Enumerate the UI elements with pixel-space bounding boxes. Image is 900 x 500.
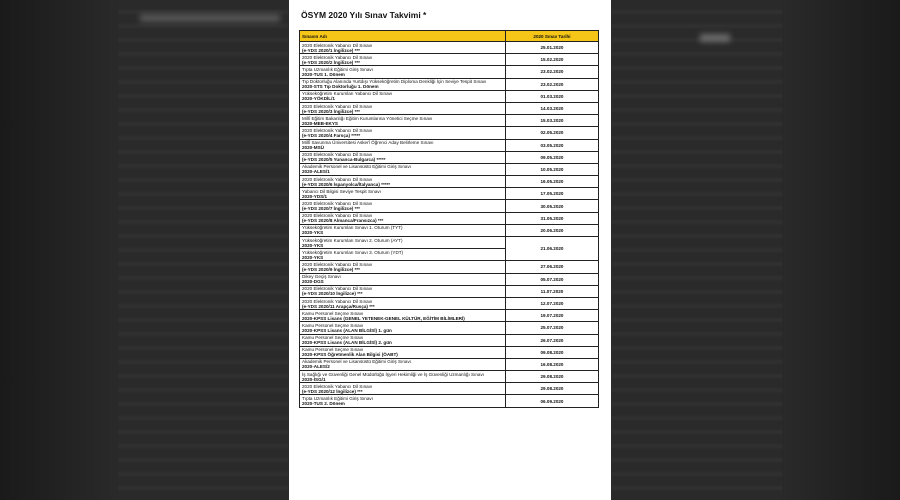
exam-name: Millî Eğitim Bakanlığı Eğitim Kurumlarına Yönetici Seçme Sınavı bbox=[302, 115, 433, 121]
exam-date-cell: 15.03.2020 bbox=[506, 115, 599, 127]
table-row bbox=[300, 273, 599, 285]
exam-name: Kamu Personel Seçme Sınavı bbox=[302, 347, 364, 353]
exam-code: (e-YDS 2020/10 İngilizce) *** bbox=[302, 291, 363, 297]
exam-code: 2020-YKS bbox=[302, 242, 324, 248]
exam-date-cell: 29.08.2020 bbox=[506, 371, 599, 383]
exam-name: Yükseköğretim Kurumları Yabancı Dil Sınavı bbox=[302, 91, 393, 97]
exam-code: (e-YDS 2020/6 İspanyolca/İtalyanca) ***** bbox=[302, 181, 391, 187]
exam-code: (e-YDS 2020/5 Yunanca-Bulgarca) ***** bbox=[302, 157, 386, 163]
exam-date-cell: 14.03.2020 bbox=[506, 102, 599, 114]
table-row bbox=[300, 285, 599, 297]
exam-name: 2020 Elektronik Yabancı Dil Sınavı bbox=[302, 152, 373, 158]
table-row bbox=[300, 212, 599, 224]
table-row bbox=[300, 237, 599, 249]
exam-name: Yükseköğretim Kurumları Sınavı 2. Oturum (AYT) bbox=[302, 237, 403, 243]
exam-name-cell bbox=[300, 66, 506, 78]
exam-name-cell bbox=[300, 115, 506, 127]
exam-name: Yabancı Dil Bilgisi Seviye Tespit Sınavı bbox=[302, 188, 381, 194]
exam-code: 2020-KPSS Öğretmenlik Alan Bilgisi (ÖABT) bbox=[302, 352, 398, 358]
table-row bbox=[300, 176, 599, 188]
table-row bbox=[300, 102, 599, 114]
table-row bbox=[300, 139, 599, 151]
exam-code: 2020-YDS/1 bbox=[302, 193, 328, 199]
exam-name: 2020 Elektronik Yabancı Dil Sınavı bbox=[302, 201, 373, 207]
document-title: ÖSYM 2020 Yılı Sınav Takvimi * bbox=[301, 10, 427, 20]
table-row bbox=[300, 151, 599, 163]
exam-name-cell bbox=[300, 346, 506, 358]
exam-code: (e-YDS 2020/3 İngilizce) *** bbox=[302, 108, 360, 114]
table-body bbox=[300, 42, 599, 408]
exam-name-cell bbox=[300, 395, 506, 407]
table-row bbox=[300, 127, 599, 139]
table-row bbox=[300, 297, 599, 309]
exam-name-cell bbox=[300, 249, 506, 261]
table-row bbox=[300, 371, 599, 383]
table-row bbox=[300, 66, 599, 78]
exam-name-cell bbox=[300, 383, 506, 395]
exam-date-cell: 25.07.2020 bbox=[506, 322, 599, 334]
column-header-exam-date: 2020 Sınav Tarihi bbox=[506, 31, 599, 42]
table-row bbox=[300, 90, 599, 102]
table-row bbox=[300, 188, 599, 200]
exam-code: 2020-DGS bbox=[302, 279, 324, 285]
exam-code: 2020-KPSS Lisans (GENEL YETENEK-GENEL KÜLTÜR, EĞİTİM BİLİMLERİ) bbox=[302, 315, 465, 321]
exam-code: 2020-YKS bbox=[302, 230, 324, 236]
exam-date-cell: 20.06.2020 bbox=[506, 224, 599, 236]
table-row bbox=[300, 261, 599, 273]
exam-code: 2020-TUS 2. Dönem bbox=[302, 401, 345, 407]
exam-name: 2020 Elektronik Yabancı Dil Sınavı bbox=[302, 103, 373, 109]
exam-date-cell: 17.05.2020 bbox=[506, 188, 599, 200]
exam-name: Kamu Personel Seçme Sınavı bbox=[302, 322, 364, 328]
exam-name-cell bbox=[300, 297, 506, 309]
exam-name: Tıpta Uzmanlık Eğitimi Giriş Sınavı bbox=[302, 66, 373, 72]
exam-name: Kamu Personel Seçme Sınavı bbox=[302, 335, 364, 341]
exam-date-cell: 16.05.2020 bbox=[506, 176, 599, 188]
exam-name-cell bbox=[300, 163, 506, 175]
exam-name: Yükseköğretim Kurumları Sınavı 1. Oturum (TYT) bbox=[302, 225, 403, 231]
exam-date-cell: 27.06.2020 bbox=[506, 261, 599, 273]
exam-code: 2020-YÖKDİL/1 bbox=[302, 96, 335, 102]
table-row bbox=[300, 200, 599, 212]
exam-code: (e-YDS 2020/9 İngilizce) *** bbox=[302, 266, 360, 272]
exam-date-cell: 15.02.2020 bbox=[506, 54, 599, 66]
exam-name: 2020 Elektronik Yabancı Dil Sınavı bbox=[302, 261, 373, 267]
exam-date-cell: 21.06.2020 bbox=[506, 237, 599, 261]
table-header-row bbox=[300, 31, 599, 42]
exam-name: 2020 Elektronik Yabancı Dil Sınavı bbox=[302, 42, 373, 48]
exam-name-cell bbox=[300, 285, 506, 297]
exam-name-cell bbox=[300, 212, 506, 224]
table-row bbox=[300, 346, 599, 358]
exam-calendar-document bbox=[289, 0, 611, 500]
exam-name: 2020 Elektronik Yabancı Dil Sınavı bbox=[302, 213, 373, 219]
exam-name-cell bbox=[300, 322, 506, 334]
exam-date-cell: 10.05.2020 bbox=[506, 163, 599, 175]
exam-name-cell bbox=[300, 273, 506, 285]
exam-name: Dikey Geçiş Sınavı bbox=[302, 274, 341, 280]
exam-name-cell bbox=[300, 310, 506, 322]
table-row bbox=[300, 334, 599, 346]
exam-name: Tıpta Uzmanlık Eğitimi Giriş Sınavı bbox=[302, 396, 373, 402]
exam-name: 2020 Elektronik Yabancı Dil Sınavı bbox=[302, 286, 373, 292]
exam-date-cell: 16.08.2020 bbox=[506, 358, 599, 370]
exam-code: (e-YDS 2020/11 Arapça/Rusça) *** bbox=[302, 303, 375, 309]
exam-code: (e-YDS 2020/4 Farsça) ***** bbox=[302, 132, 361, 138]
exam-name: İş Sağlığı ve Güvenliği Genel Müdürlüğü İşyeri Hekimliği ve İş Güvenliği Uzmanlığı Sınavı bbox=[302, 371, 485, 377]
blurred-background-right bbox=[612, 0, 782, 500]
exam-schedule-table bbox=[299, 30, 599, 408]
exam-name: 2020 Elektronik Yabancı Dil Sınavı bbox=[302, 298, 373, 304]
exam-date-cell: 03.05.2020 bbox=[506, 139, 599, 151]
exam-code: (e-YDS 2020/8 Almanca/Fransızca) *** bbox=[302, 218, 384, 224]
exam-name-cell bbox=[300, 371, 506, 383]
blurred-background-left bbox=[118, 0, 288, 500]
exam-date-cell: 25.01.2020 bbox=[506, 42, 599, 54]
exam-date-cell: 26.07.2020 bbox=[506, 334, 599, 346]
exam-name: Akademik Personel ve Lisansüstü Eğitimi Giriş Sınavı bbox=[302, 164, 412, 170]
exam-name-cell bbox=[300, 224, 506, 236]
exam-name-cell bbox=[300, 358, 506, 370]
exam-name-cell bbox=[300, 200, 506, 212]
exam-name-cell bbox=[300, 151, 506, 163]
exam-date-cell: 29.08.2020 bbox=[506, 383, 599, 395]
table-row bbox=[300, 224, 599, 236]
table-row bbox=[300, 358, 599, 370]
exam-date-cell: 02.05.2020 bbox=[506, 127, 599, 139]
exam-name-cell bbox=[300, 54, 506, 66]
exam-code: 2020-KPSS Lisans (ALAN BİLGİSİ) 1. gün bbox=[302, 327, 392, 333]
exam-code: 2020-TUS 1. Dönem bbox=[302, 71, 345, 77]
exam-name-cell bbox=[300, 78, 506, 90]
exam-date-cell: 30.05.2020 bbox=[506, 200, 599, 212]
exam-code: (e-YDS 2020/2 İngilizce) *** bbox=[302, 59, 360, 65]
exam-date-cell: 23.02.2020 bbox=[506, 66, 599, 78]
exam-code: (e-YDS 2020/7 İngilizce) *** bbox=[302, 206, 360, 212]
table-row bbox=[300, 163, 599, 175]
exam-date-cell: 31.05.2020 bbox=[506, 212, 599, 224]
exam-date-cell: 05.07.2020 bbox=[506, 273, 599, 285]
exam-code: 2020-STS Tıp Doktorluğu 1. Dönem bbox=[302, 84, 379, 90]
blurred-header-right bbox=[700, 34, 730, 42]
exam-name: 2020 Elektronik Yabancı Dil Sınavı bbox=[302, 127, 373, 133]
table-row bbox=[300, 383, 599, 395]
table-row bbox=[300, 78, 599, 90]
table-row bbox=[300, 310, 599, 322]
table-row bbox=[300, 115, 599, 127]
table-row bbox=[300, 395, 599, 407]
exam-name: Akademik Personel ve Lisansüstü Eğitimi Giriş Sınavı bbox=[302, 359, 412, 365]
exam-date-cell: 23.02.2020 bbox=[506, 78, 599, 90]
exam-name-cell bbox=[300, 102, 506, 114]
exam-name: Kamu Personel Seçme Sınavı bbox=[302, 310, 364, 316]
exam-name-cell bbox=[300, 176, 506, 188]
exam-name: Millî Savunma Üniversitesi Askerî Öğrenci Aday Belirleme Sınavı bbox=[302, 140, 434, 146]
exam-code: 2020-MEB-EKYS bbox=[302, 120, 338, 126]
exam-code: 2020-ALES/2 bbox=[302, 364, 330, 370]
exam-name-cell bbox=[300, 139, 506, 151]
blurred-header-left bbox=[140, 14, 280, 22]
table-row bbox=[300, 42, 599, 54]
exam-date-cell: 11.07.2020 bbox=[506, 285, 599, 297]
exam-name-cell bbox=[300, 90, 506, 102]
exam-date-cell: 06.09.2020 bbox=[506, 395, 599, 407]
exam-date-cell: 12.07.2020 bbox=[506, 297, 599, 309]
exam-name: 2020 Elektronik Yabancı Dil Sınavı bbox=[302, 54, 373, 60]
exam-name-cell bbox=[300, 42, 506, 54]
exam-name: Yükseköğretim Kurumları Sınavı 3. Oturum (YDT) bbox=[302, 249, 404, 255]
exam-name-cell bbox=[300, 237, 506, 249]
exam-date-cell: 01.03.2020 bbox=[506, 90, 599, 102]
exam-name-cell bbox=[300, 334, 506, 346]
exam-code: (e-YDS 2020/1 İngilizce) *** bbox=[302, 47, 360, 53]
table-row bbox=[300, 322, 599, 334]
column-header-exam-name: Sınavın Adı bbox=[300, 31, 506, 42]
exam-name: 2020 Elektronik Yabancı Dil Sınavı bbox=[302, 383, 373, 389]
exam-name-cell bbox=[300, 188, 506, 200]
exam-code: 2020-MSÜ bbox=[302, 145, 324, 151]
exam-date-cell: 09.08.2020 bbox=[506, 346, 599, 358]
exam-code: 2020-YKS bbox=[302, 254, 324, 260]
exam-date-cell: 19.07.2020 bbox=[506, 310, 599, 322]
exam-name-cell bbox=[300, 127, 506, 139]
exam-name: Tıp Doktorluğu Alanında Yurtdışı Yükseköğretim Diploma Denkliği İçin Seviye Tespit Sınavı bbox=[302, 79, 487, 85]
exam-code: 2020-İSG/1 bbox=[302, 376, 326, 382]
exam-date-cell: 09.05.2020 bbox=[506, 151, 599, 163]
exam-code: 2020-ALES/1 bbox=[302, 169, 330, 175]
exam-code: 2020-KPSS Lisans (ALAN BİLGİSİ) 2. gün bbox=[302, 340, 392, 346]
exam-name-cell bbox=[300, 261, 506, 273]
exam-code: (e-YDS 2020/12 İngilizce) *** bbox=[302, 388, 363, 394]
exam-name: 2020 Elektronik Yabancı Dil Sınavı bbox=[302, 176, 373, 182]
table-row bbox=[300, 54, 599, 66]
